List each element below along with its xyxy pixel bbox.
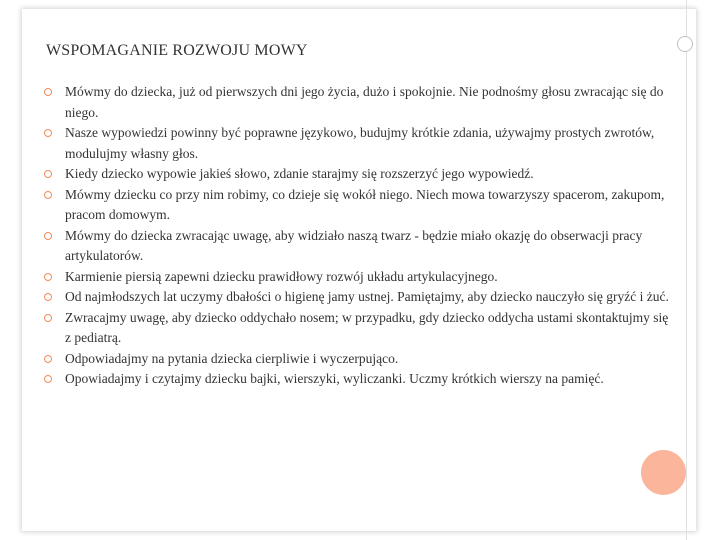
bullet-text: Mówmy do dziecka zwracając uwagę, aby widziało naszą twarz - będzie miało okazję do obserwacji pracy artykulatorów. (65, 227, 643, 263)
bullet-circle-icon (44, 88, 52, 96)
bullet-item (44, 164, 674, 185)
bullet-item (44, 123, 674, 164)
bullet-circle-icon (44, 170, 52, 178)
decorative-circle-filled (641, 450, 686, 495)
bullet-text: Opowiadajmy i czytajmy dziecku bajki, wierszyki, wyliczanki. Uczmy krótkich wierszy na pamięć. (65, 371, 604, 386)
bullet-text: Odpowiadajmy na pytania dziecka cierpliwie i wyczerpująco. (65, 350, 399, 366)
bullet-text: Od najmłodszych lat uczymy dbałości o higienę jamy ustnej. Pamiętajmy, aby dziecko nauczyło się gryźć i żuć. (65, 289, 669, 304)
bullet-item (44, 267, 674, 288)
bullet-item (44, 185, 674, 226)
slide-title: WSPOMAGANIE ROZWOJU MOWY (46, 42, 308, 59)
decorative-circle-outline (677, 36, 693, 52)
bullet-text: Kiedy dziecko wypowie jakieś słowo, zdanie starajmy się rozszerzyć jego wypowiedź. (65, 166, 534, 181)
bullet-circle-icon (44, 232, 52, 240)
bullet-text: Karmienie piersią zapewni dziecku prawidłowy rozwój układu artykulacyjnego. (65, 268, 498, 284)
bullet-text: Mówmy do dziecka, już od pierwszych dni jego życia, dużo i spokojnie. Nie podnośmy głosu zwracając się do niego. (65, 84, 664, 120)
bullet-circle-icon (44, 314, 52, 322)
bullet-circle-icon (44, 355, 52, 363)
bullet-item (44, 349, 674, 370)
bullet-text: Zwracajmy uwagę, aby dziecko oddychało nosem; w przypadku, gdy dziecko oddycha ustami skontaktujmy się z pediatrą. (65, 309, 669, 345)
bullet-circle-icon (44, 191, 52, 199)
bullet-circle-icon (44, 375, 52, 383)
bullet-circle-icon (44, 129, 52, 137)
bullet-circle-icon (44, 293, 52, 301)
bullet-item (44, 287, 674, 308)
bullet-text: Mówmy dziecku co przy nim robimy, co dzieje się wokół niego. Niech mowa towarzyszy spacerom, zakupom, pracom domowym. (65, 186, 665, 222)
bullet-list (44, 82, 674, 390)
bullet-item (44, 369, 674, 390)
bullet-item (44, 226, 674, 267)
bullet-item (44, 308, 674, 349)
decorative-rule (686, 0, 687, 540)
bullet-item (44, 82, 674, 123)
bullet-text: Nasze wypowiedzi powinny być poprawne językowo, budujmy krótkie zdania, używajmy prostych zwrotów, modulujmy własny głos. (65, 125, 655, 161)
bullet-circle-icon (44, 273, 52, 281)
